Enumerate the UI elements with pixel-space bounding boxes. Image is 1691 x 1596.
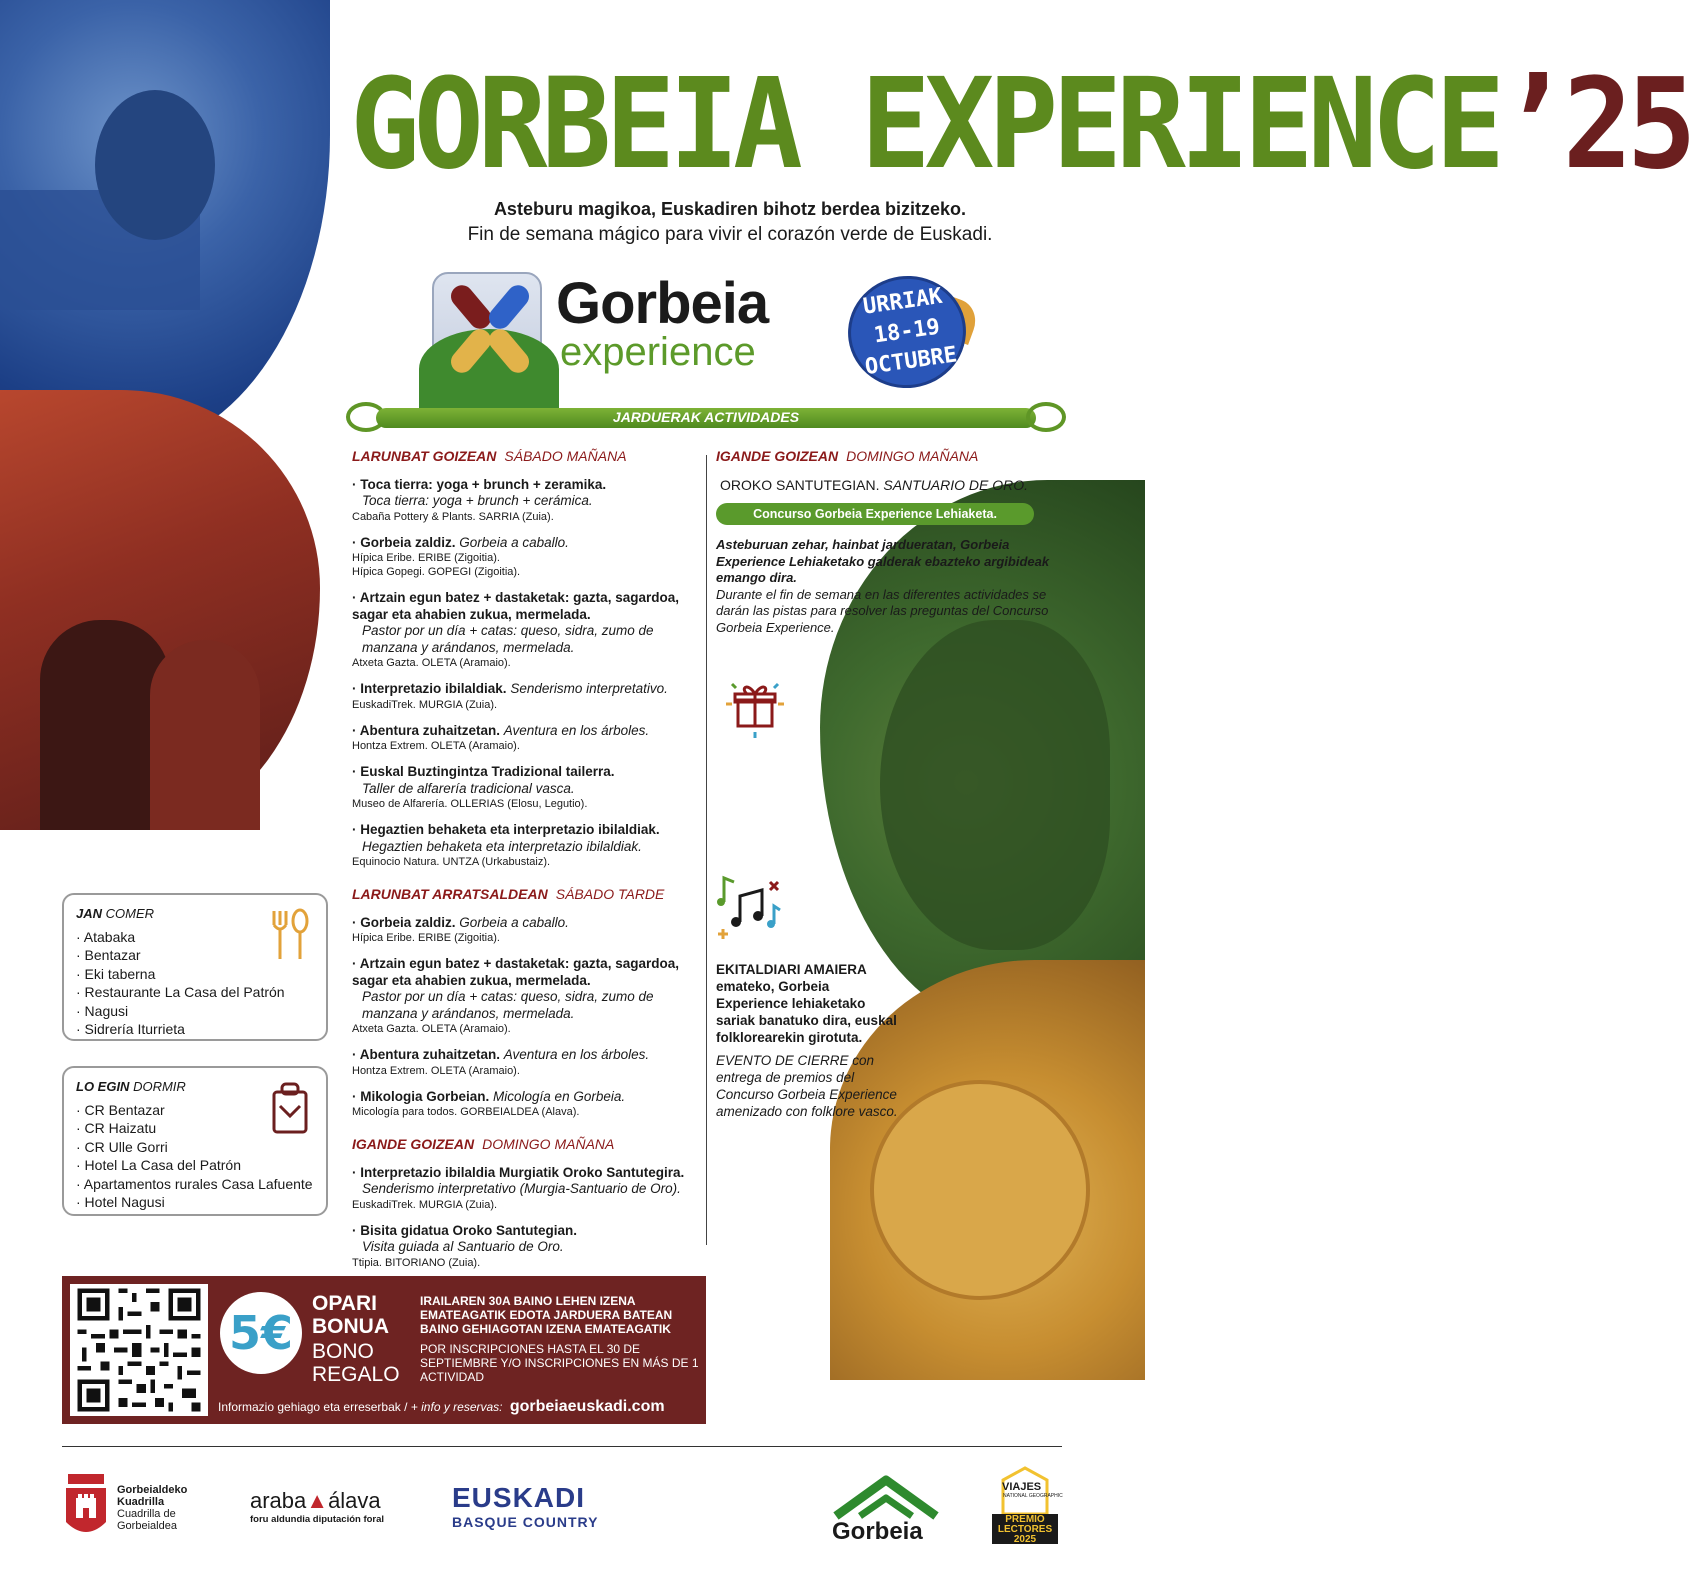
- araba-subtitle: foru aldundia diputación foral: [250, 1514, 385, 1525]
- euskadi-logo: EUSKADI: [452, 1482, 586, 1513]
- list-item: · CR Haizatu: [76, 1120, 157, 1136]
- logo-word-experience: experience: [560, 330, 756, 374]
- eat-box-heading: JAN COMER: [76, 906, 155, 921]
- contest-text-spanish: Durante el fin de semana en las diferentes actividades se darán las pistas para resolver las preguntas del Concurso Gorbeia Experience.: [716, 586, 1049, 635]
- activity-item: · Euskal Buztingintza Tradizional tailerra. Taller de alfarería tradicional vasca. Museo de Alfarería. OLLERIAS (Elosu, Legutio).: [352, 764, 615, 810]
- list-item: · Nagusi: [76, 1002, 129, 1019]
- list-item: · Hotel Nagusi: [76, 1194, 165, 1210]
- activity-item: · Interpretazio ibilaldiak. Senderismo interpretativo. EuskadiTrek. MURGIA (Zuia).: [352, 681, 668, 711]
- date-badge: [841, 268, 973, 395]
- fork-spoon-icon: [268, 909, 312, 961]
- voucher-title-spanish: BONO REGALO: [312, 1340, 400, 1386]
- voucher-title-basque: OPARI BONUA: [312, 1292, 389, 1338]
- voucher-conditions-basque: IRAILAREN 30A BAINO LEHEN IZENA EMATEAGATIK EDOTA JARDUERA BATEAN BAINO GEHIAGOTAN IZENA EMATEAGATIK: [420, 1294, 673, 1336]
- activity-item: · Gorbeia zaldiz. Gorbeia a caballo. Hípica Eribe. ERIBE (Zigoitia).: [352, 914, 569, 944]
- closing-text-basque: EKITALDIARI AMAIERA emateko, Gorbeia Experience lehiaketako sariak banatuko dira, euskal folklorearekin girotuta.: [716, 962, 897, 1045]
- activities-banner-label: JARDUERAK ACTIVIDADES: [612, 409, 800, 425]
- contest-pill: Concurso Gorbeia Experience Lehiaketa.: [716, 503, 1034, 525]
- subtitle-basque: Asteburu magikoa, Euskadiren bihotz berdea bizitzeko.: [493, 199, 967, 219]
- photo-hikers: [0, 390, 320, 830]
- activity-item: · Artzain egun batez + dastaketak: gazta, sagardoa, sagar eta ahabien zukua, mermelada. Pastor por un día + catas: queso, sidra, zumo de manzana y arándanos, mermelada. Atxeta Gazta. OLETA (Aramaio).: [352, 590, 679, 669]
- date-badge-line1: URRIAK: [861, 283, 944, 320]
- national-geographic-award: VIAJES NATIONAL GEOGRAPHIC PREMIO LECTORES 2025: [985, 1466, 1065, 1552]
- activities-right-column: [716, 448, 1050, 636]
- activity-item: · Toca tierra: yoga + brunch + zeramika. Toca tierra: yoga + brunch + cerámica. Cabaña Pottery & Plants. SARRIA (Zuia).: [352, 476, 607, 523]
- door-hanger-icon: [268, 1082, 312, 1134]
- list-item: · Sidrería Iturrieta: [76, 1021, 185, 1037]
- poster-title-main: GORBEIA EXPERIENCE: [350, 51, 1500, 198]
- activity-item: · Interpretazio ibilaldia Murgiatik Oroko Santutegira. Senderismo interpretativo (Murgia-Santuario de Oro). EuskadiTrek. MURGIA (Zuia).: [352, 1164, 685, 1211]
- activity-item: · Mikologia Gorbeian. Micología en Gorbeia. Micología para todos. GORBEIALDEA (Alava).: [352, 1088, 626, 1118]
- activities-left-column: [352, 448, 702, 1281]
- activity-item: · Hegaztien behaketa eta interpretazio ibilaldiak. Hegaztien behaketa eta interpretazio ibilaldiak. Equinocio Natura. UNTZA (Urkabustaiz).: [352, 822, 660, 868]
- contest-text-basque: Asteburuan zehar, hainbat jardueratan, Gorbeia Experience Lehiaketako galderak ebazteko argibideak emango dira.: [716, 537, 1050, 585]
- list-item: · Atabaka: [76, 928, 136, 945]
- activity-item: · Abentura zuhaitzetan. Aventura en los árboles. Hontza Extrem. OLETA (Aramaio).: [352, 1047, 650, 1077]
- cuadrilla-name: Gorbeialdeko Kuadrilla Cuadrilla de Gorbeialdea: [117, 1484, 188, 1532]
- list-item: · Eki taberna: [76, 965, 156, 982]
- activities-banner: [346, 400, 1066, 434]
- section-heading: LARUNBAT GOIZEAN SÁBADO MAÑANA: [352, 448, 627, 464]
- section-heading: IGANDE GOIZEAN DOMINGO MAÑANA: [716, 448, 979, 464]
- qr-code-icon[interactable]: [70, 1284, 208, 1416]
- five-euro-coin: 5€: [220, 1292, 302, 1374]
- poster-title: [350, 46, 1691, 203]
- oroko-location: OROKO SANTUTEGIAN. SANTUARIO DE ORO.: [720, 476, 1029, 493]
- voucher-conditions: [420, 1294, 700, 1384]
- info-line: Informazio gehiago eta erreserbak / + info y reservas: gorbeiaeuskadi.com: [218, 1398, 665, 1415]
- poster-title-year: ’25: [1499, 51, 1691, 198]
- footer-divider: [62, 1446, 1062, 1447]
- closing-text-spanish: EVENTO DE CIERRE con entrega de premios del Concurso Gorbeia Experience amenizado con folklore vasco.: [716, 1053, 898, 1119]
- logo-word-gorbeia: Gorbeia: [556, 271, 769, 336]
- date-badge-line2: 18-19: [872, 314, 942, 349]
- website-link[interactable]: gorbeiaeuskadi.com: [509, 1398, 665, 1415]
- subtitle-spanish: Fin de semana mágico para vivir el corazón verde de Euskadi.: [467, 224, 993, 245]
- list-item: · CR Ulle Gorri: [76, 1138, 168, 1155]
- gorbeia-mountain-icon: [832, 1474, 940, 1520]
- activity-item: · Bisita gidatua Oroko Santutegian. Visita guiada al Santuario de Oro. Ttipia. BITORIANO (Zuia).: [352, 1222, 578, 1269]
- list-item: · Apartamentos rurales Casa Lafuente: [76, 1175, 313, 1192]
- sleep-box-heading: LO EGIN DORMIR: [76, 1079, 186, 1094]
- voucher-conditions-spanish: POR INSCRIPCIONES HASTA EL 30 DE SEPTIEMBRE Y/O INSCRIPCIONES EN MÁS DE 1 ACTIVIDAD: [420, 1342, 699, 1384]
- section-heading: IGANDE GOIZEAN DOMINGO MAÑANA: [352, 1136, 615, 1152]
- section-heading: LARUNBAT ARRATSALDEAN SÁBADO TARDE: [352, 886, 665, 902]
- list-item: · CR Bentazar: [76, 1101, 165, 1118]
- eat-box: [62, 893, 328, 1041]
- activity-item: · Gorbeia zaldiz. Gorbeia a caballo. Hípica Eribe. ERIBE (Zigoitia). Hípica Gopegi. GOPEGI (Zigoitia).: [352, 534, 569, 578]
- date-badge-line3: OCTUBRE: [863, 342, 959, 381]
- photo-stone-house: [0, 0, 330, 450]
- cuadrilla-crest-icon: [64, 1470, 108, 1542]
- gorbeia-experience-logo-icon: [432, 272, 542, 380]
- sleep-box: [62, 1066, 328, 1216]
- activity-item: · Abentura zuhaitzetan. Aventura en los árboles. Hontza Extrem. OLETA (Aramaio).: [352, 722, 650, 752]
- music-notes-icon: [714, 872, 786, 944]
- araba-logo: araba▲álava: [250, 1488, 381, 1513]
- gorbeia-wordmark: Gorbeia: [832, 1518, 923, 1545]
- column-divider: [706, 455, 707, 1245]
- list-item: · Restaurante La Casa del Patrón: [76, 984, 285, 1000]
- euskadi-subtitle: BASQUE COUNTRY: [452, 1514, 599, 1530]
- list-item: · Hotel La Casa del Patrón: [76, 1157, 241, 1173]
- list-item: · Bentazar: [76, 947, 141, 963]
- closing-event: [716, 961, 902, 1120]
- gift-icon: [720, 670, 790, 740]
- activity-item: · Artzain egun batez + dastaketak: gazta, sagardoa, sagar eta ahabien zukua, mermelada. Pastor por un día + catas: queso, sidra, zumo de manzana y arándanos, mermelada. Atxeta Gazta. OLETA (Aramaio).: [352, 956, 679, 1035]
- gift-voucher-banner: [62, 1276, 706, 1424]
